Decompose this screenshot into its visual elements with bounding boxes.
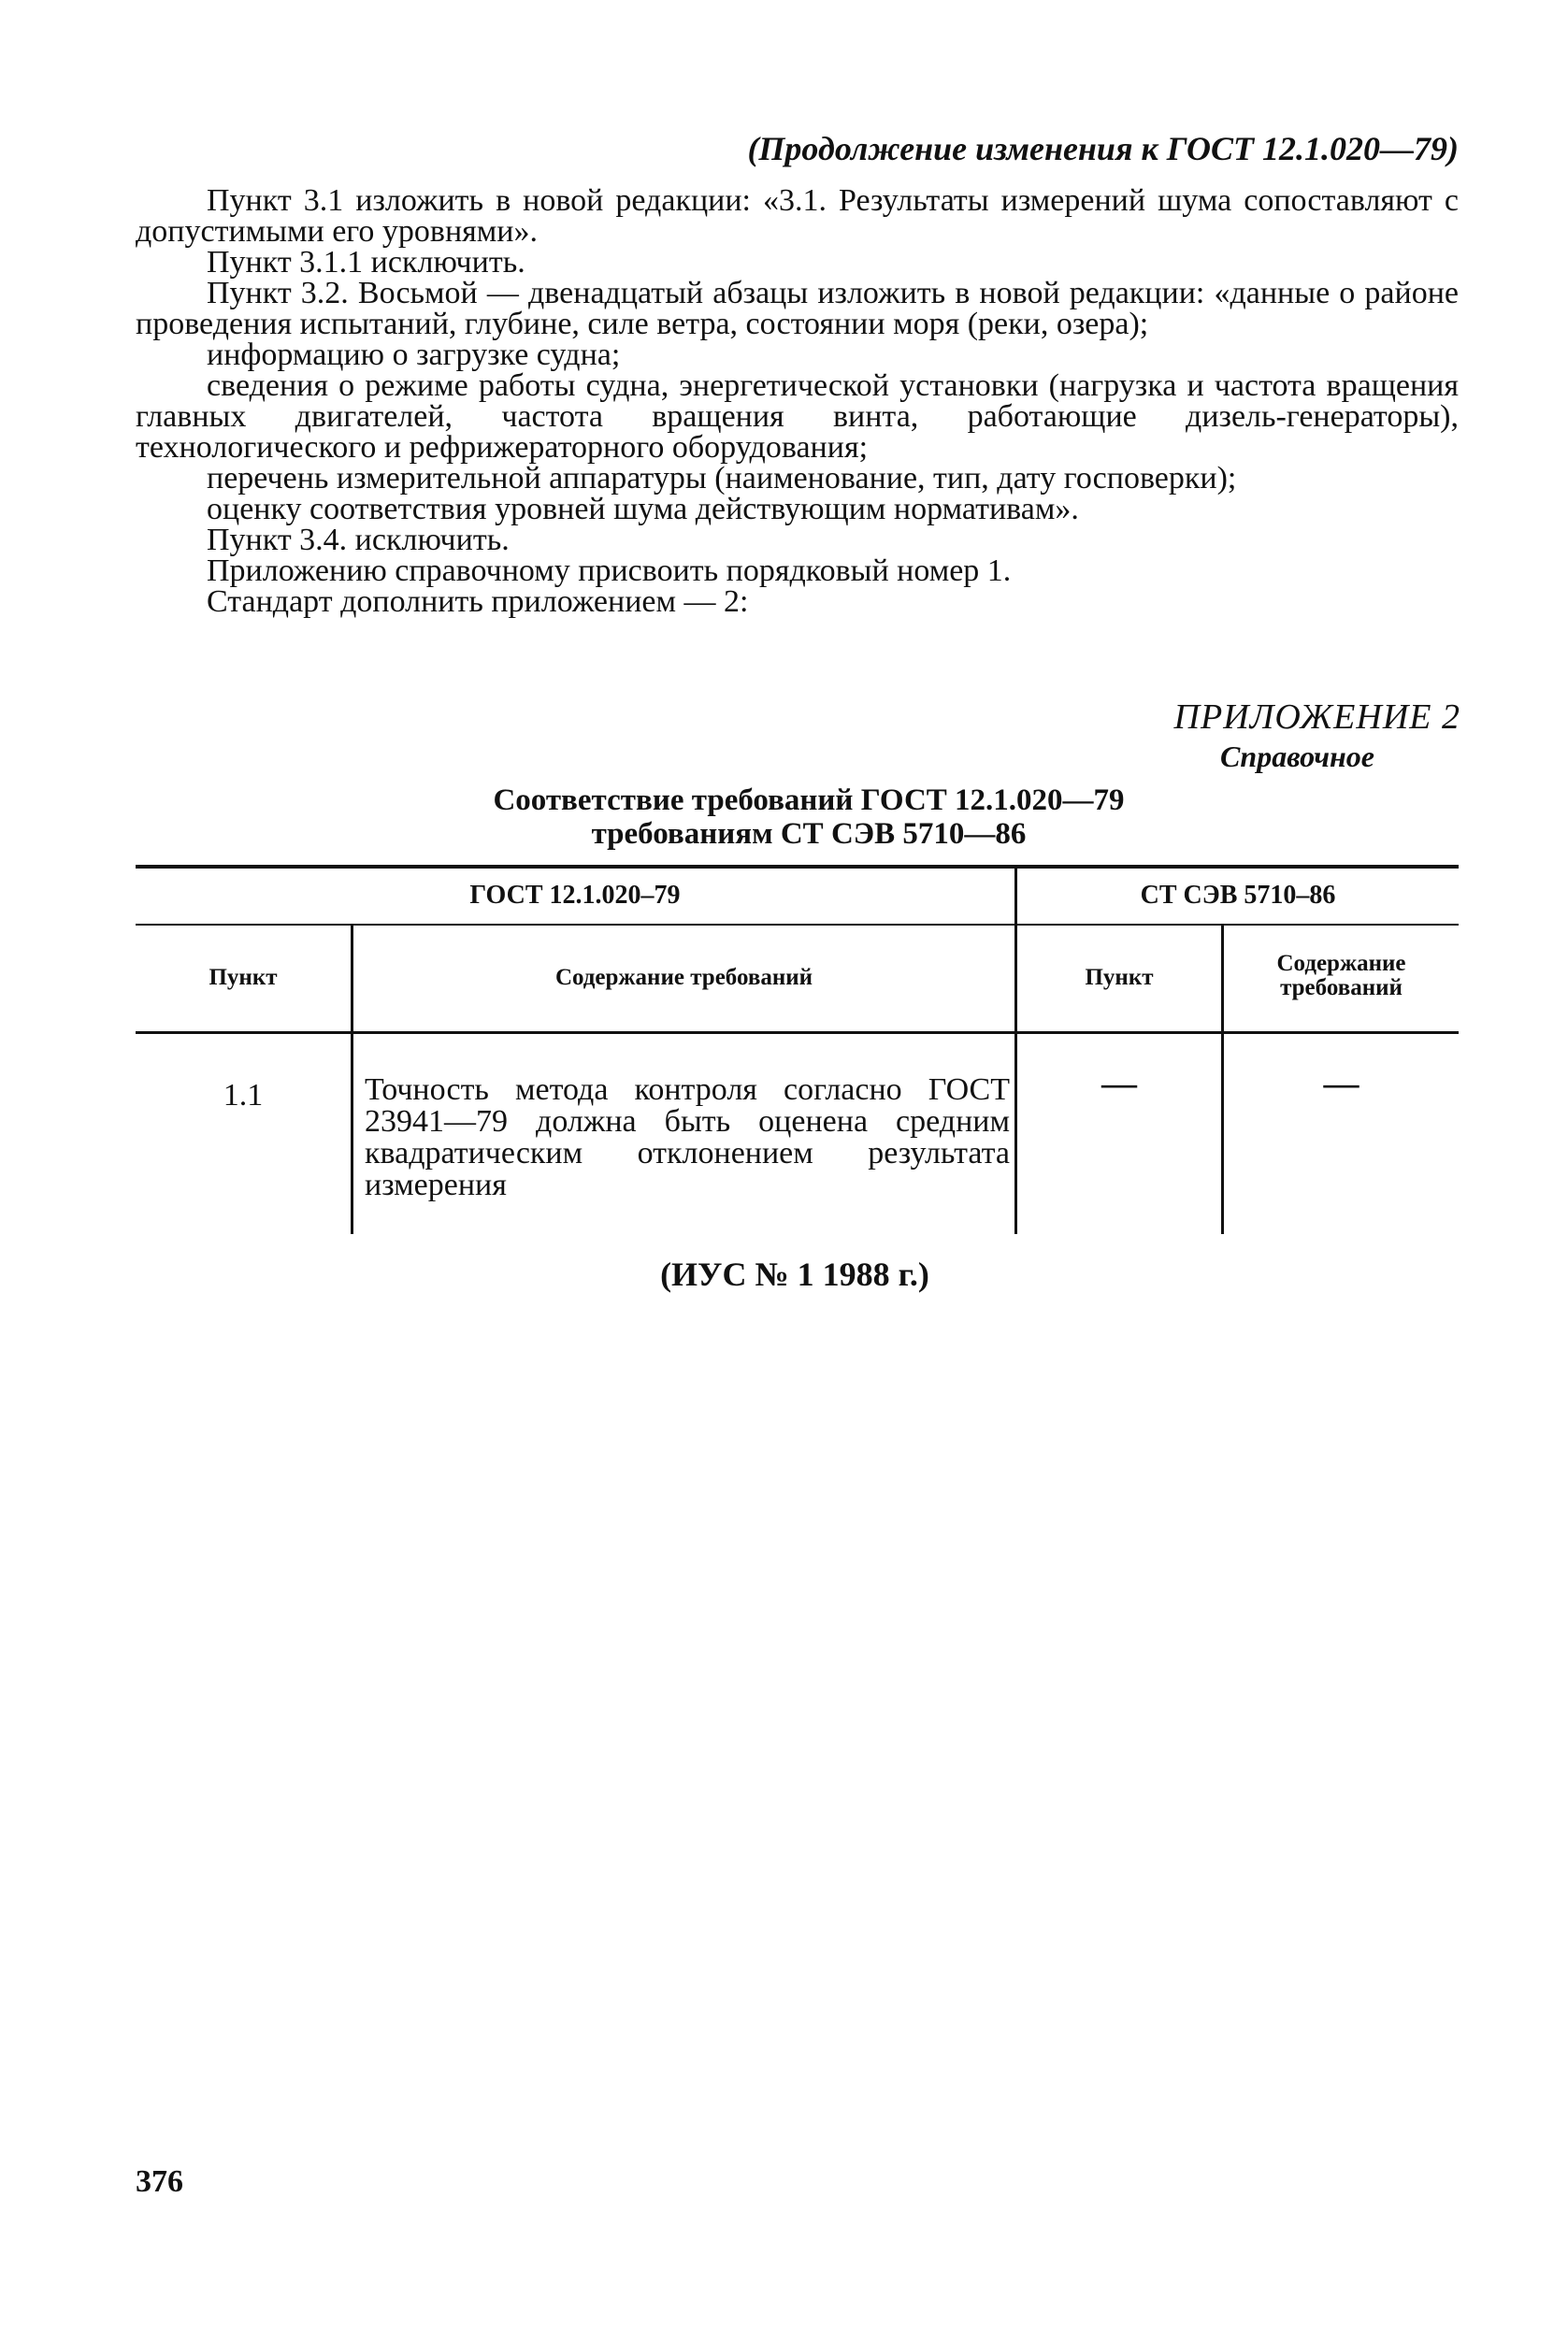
- ius-reference: (ИУС № 1 1988 г.): [660, 1256, 929, 1293]
- paragraph: Пункт 3.1 изложить в новой редакции: «3.1. Результаты измерений шума сопоставляют с допустимыми его уровнями».: [136, 183, 1459, 249]
- col-divider-1: [351, 924, 353, 1234]
- header-rule: [136, 1031, 1459, 1034]
- paragraph: Пункт 3.4. исключить.: [207, 523, 510, 557]
- group-header-gost: ГОСТ 12.1.020–79: [469, 881, 681, 910]
- paragraph: Стандарт дополнить приложением — 2:: [207, 584, 749, 619]
- group-header-rule: [136, 924, 1459, 926]
- correspondence-table: [136, 865, 1459, 1239]
- row-punkt-2: —: [1101, 1064, 1137, 1103]
- appendix-heading: [1075, 697, 1460, 774]
- paragraph: оценку соответствия уровней шума действующим нормативам».: [207, 492, 1079, 526]
- table-title-line-2: требованиям СТ СЭВ 5710—86: [591, 817, 1027, 851]
- paragraph: Пункт 3.2. Восьмой — двенадцатый абзацы изложить в новой редакции: «данные о районе проведения испытаний, глубине, силе ветра, состоянии моря (реки, озера);: [136, 276, 1459, 341]
- row-punkt: 1.1: [223, 1078, 264, 1113]
- paragraph: перечень измерительной аппаратуры (наименование, тип, дату госповерки);: [207, 461, 1237, 495]
- amendment-text: [136, 185, 1459, 617]
- continuation-header: (Продолжение изменения к ГОСТ 12.1.020—79): [747, 130, 1459, 167]
- table-title-line-1: Соответствие требований ГОСТ 12.1.020—79: [493, 783, 1125, 817]
- header-content-2: Содержание требований: [1276, 951, 1406, 1000]
- paragraph: сведения о режиме работы судна, энергетической установки (нагрузка и частота вращения главных двигателей, частота вращения винта, работающие дизель-генераторы), технологического и рефрижераторного оборудования;: [136, 368, 1459, 465]
- row-content-2: —: [1323, 1064, 1359, 1103]
- header-punkt-2: Пункт: [1085, 965, 1154, 990]
- appendix-subtitle: Справочное: [1220, 740, 1374, 773]
- paragraph: Приложению справочному присвоить порядковый номер 1.: [207, 553, 1012, 588]
- table-top-rule: [136, 865, 1459, 869]
- group-divider: [1014, 869, 1017, 1234]
- paragraph: информацию о загрузке судна;: [207, 338, 621, 372]
- appendix-title: ПРИЛОЖЕНИЕ 2: [1173, 697, 1460, 737]
- table-title: [281, 783, 1337, 851]
- header-content: Содержание требований: [554, 965, 813, 990]
- page-number: 376: [136, 2164, 183, 2199]
- row-content: Точность метода контроля согласно ГОСТ 23941—79 должна быть оценена средним квадратическим отклонением результата измерения: [365, 1072, 1010, 1202]
- paragraph: Пункт 3.1.1 исключить.: [207, 245, 525, 280]
- group-header-st-sev: СТ СЭВ 5710–86: [1140, 881, 1336, 910]
- header-punkt: Пункт: [209, 965, 278, 990]
